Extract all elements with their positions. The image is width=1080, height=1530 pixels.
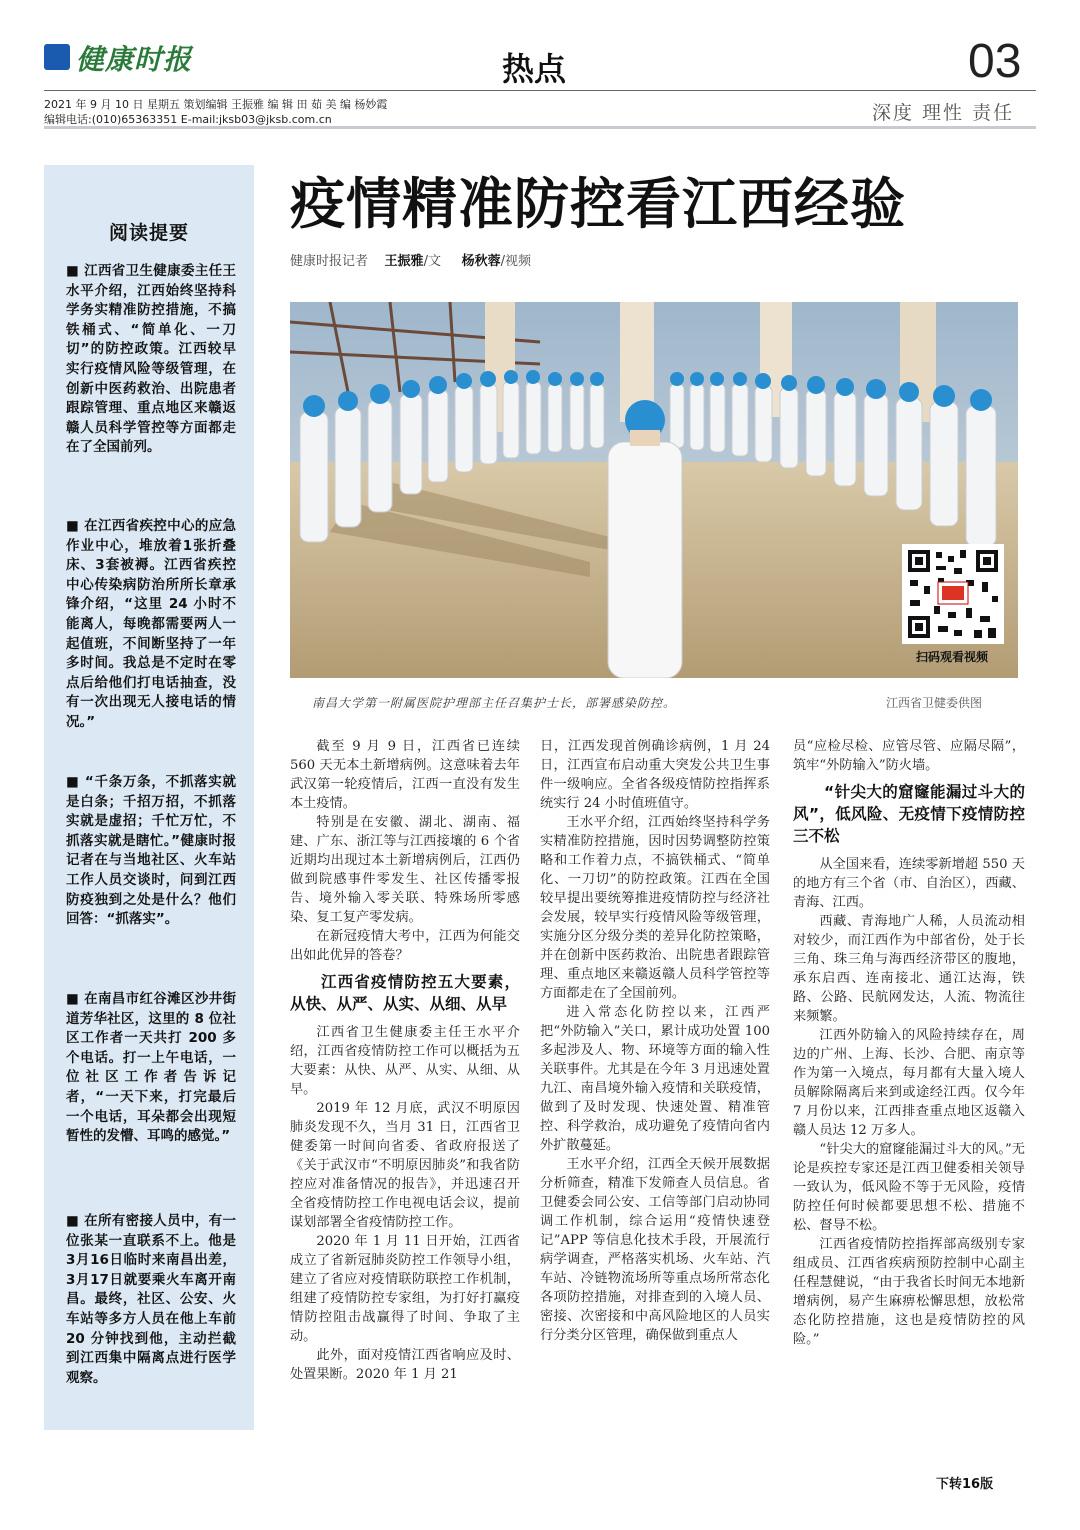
slogan: 深度 理性 责任 [872,102,1015,124]
page-number: 03 [968,35,1022,88]
summary-item: ■ 江西省卫生健康委主任王水平介绍，江西始终坚持科学务实精准防控措施，不搞铁桶式、“简单化、一刀切”的防控政策。江西较早实行疫情风险等级管理，在创新中医药救治、出院患者跟踪管理、重点地区来赣返赣人员科学管控等方面都走在了全国前列。 [66,263,236,456]
header-divider [44,90,1036,91]
newspaper-logo: 健康时报 [76,43,193,76]
summary-item: ■ 在所有密接人员中，有一位张某一直联系不上。他是 3月16日临时来南昌出差，3月17日就要乘火车离开南昌。最终，社区、公安、火车站等多方人员在他上车前 20 分钟找到他，主动拦截到江西集中隔离点进行医学观察。 [66,1213,236,1386]
paragraph: 2020 年 1 月 11 日开始，江西省成立了省新冠肺炎防控工作领导小组，建立了省应对疫情联防联控工作机制，组建了疫情防控专家组，为打好打赢疫情防控阻击战赢得了时间、争取了主动。 [290,1234,520,1344]
article-headline: 疫情精准防控看江西经验 [290,171,907,236]
reading-summary-title: 阅读提要 [108,222,189,244]
summary-item: ■ 在江西省疾控中心的应急作业中心，堆放着1张折叠床、3套被褥。江西省疾控中心传染病防治所所长章承锋介绍，“这里 24 小时不能离人，每晚都需要两人一起值班，不间断坚持了一年多时间。我总是不定时在零点后给他们打电话抽查，没有一次出现无人接电话的情况。” [66,518,236,730]
qr-code-label: 扫码观看视频 [915,650,988,664]
paragraph: 江西外防输入的风险持续存在，周边的广州、上海、长沙、合肥、南京等作为第一入境点，每月都有大量入境人员解除隔离后来到或途经江西。仅今年 7 月份以来，江西排查重点地区返赣入赣人员达 12 万多人。 [793,1028,1025,1138]
article-column-1 [290,737,520,1384]
reporter-name: 王振雅 [384,254,424,269]
photo-credit: 江西省卫健委供图 [886,696,983,710]
edition-meta: 2021 年 9 月 10 日 星期五 策划编辑 王振雅 编 辑 田 茹 美 编 杨妙霞 [44,98,388,111]
byline [290,250,531,269]
subheading: 江西省疫情防控五大要素，从快、从严、从实、从细、从早 [290,973,520,1013]
summary-item: ■ “千条万条，不抓落实就是白条；千招万招，不抓落实就是虚招；千忙万忙，不抓落实就是瞎忙。”健康时报记者在与当地社区、火车站工作人员交谈时，问到江西防疫独到之处是什么？他们回答：“抓落实”。 [66,774,236,928]
article-column-2 [540,737,770,1345]
section-title: 热点 [502,50,567,88]
paragraph: 员“应检尽检、应管尽管、应隔尽隔”，筑牢“外防输入”防火墙。 [793,739,1025,773]
paragraph: 此外，面对疫情江西省响应及时、处置果断。2020 年 1 月 21 [290,1348,520,1382]
paragraph: “针尖大的窟窿能漏过斗大的风。”无论是疾控专家还是江西卫健委相关领导一致认为，低风险不等于无风险，疫情防控任何时候都要思想不松、措施不松、督导不松。 [793,1142,1025,1233]
byline-prefix: 健康时报记者 [290,254,369,269]
paragraph: 王水平介绍，江西全天候开展数据分析筛查，精准下发筛查人员信息。省卫健委会同公安、工信等部门启动协同调工作机制，综合运用“疫情快速登记”APP 等信息化技术手段，开展流行病学调查，严格落实机场、火车站、汽车站、冷链物流场所等重点场所常态化各项防控措施，对排查到的入境人员、密接、次密接和中高风险地区的人员实行分类分区管理，确保做到重点人 [540,1157,770,1343]
summary-item: ■ 在南昌市红谷滩区沙井街道芳华社区，这里的 8 位社区工作者一天共打 200 多个电话。打一上午电话，一位社区工作者告诉记者，“一天下来，打完最后一个电话，耳朵都会出现短暂性的发懵、耳鸣的感觉。” [66,991,236,1145]
continued-note[interactable]: 下转16版 [936,1477,994,1492]
paragraph: 从全国来看，连续零新增超 550 天的地方有三个省（市、自治区），西藏、青海、江西。 [793,857,1025,910]
paragraph: 西藏、青海地广人稀，人员流动相对较少，而江西作为中部省份，处于长三角、珠三角与海西经济带区的腹地，承东启西、连南接北、通江达海，铁路、公路、民航网发达，人流、物流往来频繁。 [793,914,1025,1024]
paragraph: 特别是在安徽、湖北、湖南、福建、广东、浙江等与江西接壤的 6 个省近期均出现过本土新增病例后，江西仍做到院感事件零发生、社区传播零报告、境外输入零关联、特殊场所零感染、复工复产零发病。 [290,815,520,925]
subheading: “针尖大的窟窿能漏过斗大的风”，低风险、无疫情下疫情防控三不松 [793,783,1025,845]
paragraph: 江西省疫情防控指挥部高级别专家组成员、江西省疾病预防控制中心副主任程慧健说，“由于我省长时间无本地新增病例，易产生麻痹松懈思想，放松常态化防控措施，这也是疫情防控的风险。” [793,1237,1025,1347]
reporter-role: /文 [423,254,441,269]
paragraph: 江西省卫生健康委主任王水平介绍，江西省疫情防控工作可以概括为五大要素：从快、从严、从实、从细、从早。 [290,1025,520,1097]
videographer-name: 杨秋蓉 [461,254,501,269]
paragraph: 在新冠疫情大考中，江西为何能交出如此优异的答卷？ [290,929,520,963]
paragraph: 日，江西发现首例确诊病例，1 月 24 日，江西宣布启动重大突发公共卫生事件一级响应。全省各级疫情防控指挥系统实行 24 小时值班值守。 [540,739,770,811]
paragraph: 截至 9 月 9 日，江西省已连续 560 天无本土新增病例。这意味着去年武汉第一轮疫情后，江西一直没有发生本土疫情。 [290,739,520,811]
paragraph: 进入常态化防控以来，江西严把“外防输入”关口，累计成功处置 100 多起涉及人、物、环境等方面的输入性关联事件。尤其是在今年 3 月迅速处置九江、南昌境外输入疫情和关联疫情，做到了及时发现、快速处置、精准管控、科学救治，成功避免了疫情向省内外扩散蔓延。 [540,1005,770,1153]
qr-code-icon[interactable] [902,544,1004,644]
paragraph: 2019 年 12 月底，武汉不明原因肺炎发现不久，当月 31 日，江西省卫健委第一时间向省委、省政府报送了《关于武汉市“不明原因肺炎”和我省防控应对准备情况的报告》，并迅速召开全省疫情防控工作电视电话会议，提前谋划部署全省疫情防控工作。 [290,1101,520,1230]
editor-contact: 编辑电话:(010)65363351 E-mail:jksb03@jksb.com.cn [44,113,332,126]
article-column-3 [793,737,1025,1349]
header-bar [44,126,1036,129]
paragraph: 王水平介绍，江西始终坚持科学务实精准防控措施，因时因势调整防控策略和工作着力点，不搞铁桶式、“简单化、一刀切”的防控政策。江西在全国较早提出要统筹推进疫情防控与经济社会发展，较早实行疫情风险等级管理，实施分区分级分类的差异化防控策略，并在创新中医药救治、出院患者跟踪管理、重点地区来赣返赣人员科学管控等方面都走在了全国前列。 [540,815,770,1001]
photo-caption: 南昌大学第一附属医院护理部主任召集护士长，部署感染防控。 [312,696,677,710]
videographer-role: /视频 [500,254,532,269]
newspaper-logo-icon [44,44,70,70]
